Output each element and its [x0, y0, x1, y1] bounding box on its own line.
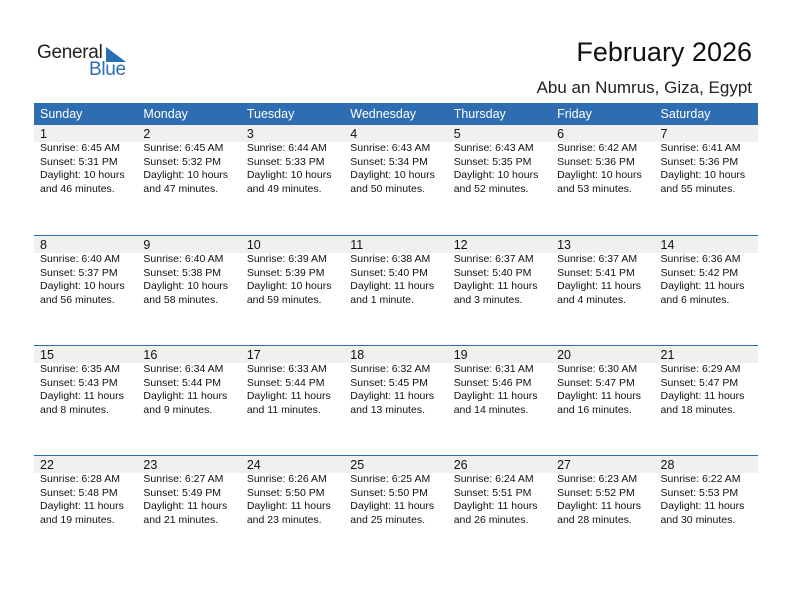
daylight-minutes-text: and 18 minutes. — [660, 403, 736, 416]
day-cell — [344, 142, 447, 196]
day-cell — [448, 142, 551, 196]
day-cell — [241, 363, 344, 417]
day-cell — [137, 363, 240, 417]
daylight-text: Daylight: 11 hours — [143, 500, 228, 512]
daylight-text: Daylight: 10 hours — [660, 169, 746, 181]
sunrise-text: Sunrise: 6:27 AM — [143, 473, 224, 485]
sunset-text: Sunset: 5:36 PM — [557, 155, 635, 168]
daylight-text: Daylight: 11 hours — [350, 280, 435, 292]
daylight-text: Daylight: 11 hours — [557, 280, 641, 292]
day-cell — [655, 142, 758, 196]
daylight-text: Daylight: 10 hours — [40, 280, 125, 292]
daylight-minutes-text: and 11 minutes. — [246, 403, 321, 416]
day-info-row — [34, 363, 758, 417]
day-number-row — [34, 346, 758, 363]
daylight-text: Daylight: 11 hours — [246, 390, 331, 402]
sunset-text: Sunset: 5:31 PM — [40, 155, 118, 168]
day-number: 12 — [453, 238, 468, 252]
day-cell — [551, 363, 654, 417]
daylight-minutes-text: and 28 minutes. — [557, 513, 632, 526]
day-cell — [551, 473, 654, 527]
sunrise-text: Sunrise: 6:37 AM — [557, 253, 638, 265]
weekday-header-row — [34, 103, 758, 125]
day-cell — [34, 363, 137, 417]
sunrise-text: Sunrise: 6:25 AM — [350, 473, 431, 485]
daylight-text: Daylight: 11 hours — [660, 280, 745, 292]
weekday-sunday: Sunday — [40, 107, 83, 121]
sunrise-text: Sunrise: 6:22 AM — [660, 473, 741, 485]
daylight-minutes-text: and 8 minutes. — [40, 403, 109, 416]
daylight-text: Daylight: 11 hours — [557, 390, 641, 402]
sunset-text: Sunset: 5:37 PM — [40, 266, 118, 279]
daylight-minutes-text: and 50 minutes. — [350, 182, 425, 195]
day-cell — [448, 363, 551, 417]
daylight-minutes-text: and 53 minutes. — [557, 182, 632, 195]
day-cell — [241, 253, 344, 307]
daylight-minutes-text: and 46 minutes. — [40, 182, 115, 195]
sunrise-text: Sunrise: 6:37 AM — [453, 253, 534, 265]
day-number: 2 — [143, 127, 151, 141]
daylight-text: Daylight: 10 hours — [557, 169, 642, 181]
calendar-grid — [34, 103, 758, 565]
sunset-text: Sunset: 5:45 PM — [350, 376, 428, 389]
sunset-text: Sunset: 5:52 PM — [557, 486, 635, 499]
day-cell — [551, 253, 654, 307]
day-cell — [655, 363, 758, 417]
day-number: 9 — [143, 238, 151, 252]
sunset-text: Sunset: 5:50 PM — [350, 486, 428, 499]
weekday-wednesday: Wednesday — [350, 107, 417, 121]
daylight-text: Daylight: 10 hours — [143, 169, 229, 181]
weekday-tuesday: Tuesday — [246, 107, 295, 121]
day-cell — [655, 253, 758, 307]
weekday-friday: Friday — [557, 107, 592, 121]
sunset-text: Sunset: 5:40 PM — [453, 266, 532, 279]
daylight-minutes-text: and 3 minutes. — [453, 293, 523, 306]
day-cell — [137, 142, 240, 196]
daylight-text: Daylight: 11 hours — [143, 390, 228, 402]
day-cell — [137, 473, 240, 527]
day-cell — [344, 253, 447, 307]
sunset-text: Sunset: 5:41 PM — [557, 266, 635, 279]
daylight-text: Daylight: 11 hours — [557, 500, 641, 512]
sunrise-text: Sunrise: 6:41 AM — [660, 142, 741, 154]
day-cell — [241, 142, 344, 196]
daylight-minutes-text: and 23 minutes. — [246, 513, 322, 526]
sunrise-text: Sunrise: 6:24 AM — [453, 473, 534, 485]
sunset-text: Sunset: 5:40 PM — [350, 266, 428, 279]
sunset-text: Sunset: 5:35 PM — [453, 155, 532, 168]
sunrise-text: Sunrise: 6:42 AM — [557, 142, 638, 154]
weekday-thursday: Thursday — [453, 107, 506, 121]
daylight-minutes-text: and 6 minutes. — [660, 293, 730, 306]
sunset-text: Sunset: 5:36 PM — [660, 155, 739, 168]
day-cell — [655, 473, 758, 527]
sunset-text: Sunset: 5:51 PM — [453, 486, 532, 499]
day-number: 8 — [40, 238, 47, 252]
daylight-minutes-text: and 47 minutes. — [143, 182, 219, 195]
day-number: 17 — [246, 348, 261, 362]
day-number: 11 — [350, 238, 364, 252]
sunrise-text: Sunrise: 6:26 AM — [246, 473, 327, 485]
logo-text-general: General — [37, 42, 103, 63]
week-row — [34, 345, 758, 455]
day-number: 6 — [557, 127, 565, 141]
day-number: 1 — [40, 127, 47, 141]
day-number: 10 — [246, 238, 261, 252]
day-info-row — [34, 253, 758, 307]
week-row — [34, 455, 758, 565]
day-number: 18 — [350, 348, 365, 362]
day-cell — [34, 253, 137, 307]
sunset-text: Sunset: 5:44 PM — [143, 376, 222, 389]
day-cell — [448, 253, 551, 307]
daylight-minutes-text: and 16 minutes. — [557, 403, 632, 416]
logo — [37, 42, 137, 82]
sunrise-text: Sunrise: 6:43 AM — [453, 142, 534, 154]
sunset-text: Sunset: 5:53 PM — [660, 486, 739, 499]
daylight-minutes-text: and 49 minutes. — [246, 182, 322, 195]
daylight-text: Daylight: 11 hours — [350, 390, 435, 402]
sunset-text: Sunset: 5:44 PM — [246, 376, 325, 389]
day-number: 4 — [350, 127, 358, 141]
day-info-row — [34, 473, 758, 527]
daylight-minutes-text: and 1 minute. — [350, 293, 414, 306]
sunset-text: Sunset: 5:49 PM — [143, 486, 222, 499]
daylight-text: Daylight: 10 hours — [40, 169, 125, 181]
daylight-minutes-text: and 52 minutes. — [453, 182, 529, 195]
daylight-text: Daylight: 11 hours — [40, 390, 124, 402]
day-cell — [448, 473, 551, 527]
location-subtitle: Abu an Numrus, Giza, Egypt — [536, 78, 752, 97]
day-number: 26 — [453, 458, 468, 472]
daylight-text: Daylight: 11 hours — [660, 500, 745, 512]
sunset-text: Sunset: 5:39 PM — [246, 266, 325, 279]
daylight-text: Daylight: 11 hours — [40, 500, 124, 512]
sunrise-text: Sunrise: 6:44 AM — [246, 142, 327, 154]
day-cell — [551, 142, 654, 196]
day-cell — [344, 363, 447, 417]
day-number: 3 — [246, 127, 254, 141]
day-cell — [344, 473, 447, 527]
daylight-text: Daylight: 11 hours — [453, 280, 538, 292]
sunrise-text: Sunrise: 6:33 AM — [246, 363, 327, 375]
day-number: 28 — [660, 458, 675, 472]
day-cell — [34, 473, 137, 527]
sunset-text: Sunset: 5:43 PM — [40, 376, 118, 389]
sunset-text: Sunset: 5:38 PM — [143, 266, 222, 279]
sunrise-text: Sunrise: 6:40 AM — [143, 253, 224, 265]
day-cell — [137, 253, 240, 307]
weekday-saturday: Saturday — [660, 107, 711, 121]
daylight-minutes-text: and 21 minutes. — [143, 513, 219, 526]
sunrise-text: Sunrise: 6:38 AM — [350, 253, 431, 265]
sunrise-text: Sunrise: 6:43 AM — [350, 142, 431, 154]
day-number: 14 — [660, 238, 675, 252]
day-number: 13 — [557, 238, 572, 252]
day-cell — [34, 142, 137, 196]
sunrise-text: Sunrise: 6:32 AM — [350, 363, 431, 375]
daylight-minutes-text: and 13 minutes. — [350, 403, 425, 416]
daylight-text: Daylight: 11 hours — [660, 390, 745, 402]
logo-text-blue: Blue — [89, 59, 126, 80]
daylight-text: Daylight: 10 hours — [246, 280, 332, 292]
daylight-minutes-text: and 30 minutes. — [660, 513, 736, 526]
page-title: February 2026 — [576, 37, 752, 67]
daylight-minutes-text: and 26 minutes. — [453, 513, 529, 526]
sunrise-text: Sunrise: 6:45 AM — [40, 142, 120, 154]
daylight-minutes-text: and 55 minutes. — [660, 182, 736, 195]
day-number: 16 — [143, 348, 158, 362]
day-number: 21 — [660, 348, 675, 362]
sunset-text: Sunset: 5:50 PM — [246, 486, 325, 499]
daylight-text: Daylight: 10 hours — [143, 280, 229, 292]
sunrise-text: Sunrise: 6:31 AM — [453, 363, 534, 375]
sunset-text: Sunset: 5:48 PM — [40, 486, 118, 499]
weekday-monday: Monday — [143, 107, 188, 121]
sunrise-text: Sunrise: 6:30 AM — [557, 363, 638, 375]
daylight-minutes-text: and 56 minutes. — [40, 293, 115, 306]
sunset-text: Sunset: 5:47 PM — [557, 376, 635, 389]
day-number: 20 — [557, 348, 572, 362]
sunrise-text: Sunrise: 6:45 AM — [143, 142, 224, 154]
day-number: 27 — [557, 458, 572, 472]
daylight-minutes-text: and 58 minutes. — [143, 293, 219, 306]
day-cell — [241, 473, 344, 527]
week-row — [34, 235, 758, 345]
sunset-text: Sunset: 5:34 PM — [350, 155, 428, 168]
sunrise-text: Sunrise: 6:40 AM — [40, 253, 120, 265]
day-number: 7 — [660, 127, 668, 141]
sunrise-text: Sunrise: 6:35 AM — [40, 363, 120, 375]
daylight-text: Daylight: 10 hours — [246, 169, 332, 181]
daylight-text: Daylight: 11 hours — [350, 500, 435, 512]
daylight-minutes-text: and 19 minutes. — [40, 513, 115, 526]
daylight-minutes-text: and 9 minutes. — [143, 403, 213, 416]
sunrise-text: Sunrise: 6:23 AM — [557, 473, 638, 485]
sunrise-text: Sunrise: 6:28 AM — [40, 473, 120, 485]
week-row — [34, 125, 758, 235]
day-number-row — [34, 456, 758, 473]
sunset-text: Sunset: 5:33 PM — [246, 155, 325, 168]
daylight-text: Daylight: 10 hours — [453, 169, 539, 181]
sunrise-text: Sunrise: 6:39 AM — [246, 253, 327, 265]
sunset-text: Sunset: 5:42 PM — [660, 266, 739, 279]
day-info-row — [34, 142, 758, 196]
sunrise-text: Sunrise: 6:36 AM — [660, 253, 741, 265]
day-number: 23 — [143, 458, 158, 472]
daylight-minutes-text: and 25 minutes. — [350, 513, 425, 526]
daylight-minutes-text: and 59 minutes. — [246, 293, 322, 306]
daylight-minutes-text: and 14 minutes. — [453, 403, 529, 416]
daylight-text: Daylight: 11 hours — [453, 390, 538, 402]
day-number: 15 — [40, 348, 54, 362]
daylight-text: Daylight: 11 hours — [453, 500, 538, 512]
day-number-row — [34, 236, 758, 253]
day-number: 22 — [40, 458, 54, 472]
day-number: 5 — [453, 127, 461, 141]
sunrise-text: Sunrise: 6:34 AM — [143, 363, 224, 375]
day-number: 25 — [350, 458, 365, 472]
sunset-text: Sunset: 5:47 PM — [660, 376, 739, 389]
sunset-text: Sunset: 5:32 PM — [143, 155, 222, 168]
day-number-row — [34, 125, 758, 142]
day-number: 19 — [453, 348, 468, 362]
daylight-minutes-text: and 4 minutes. — [557, 293, 626, 306]
day-number: 24 — [246, 458, 261, 472]
sunrise-text: Sunrise: 6:29 AM — [660, 363, 741, 375]
daylight-text: Daylight: 10 hours — [350, 169, 435, 181]
sunset-text: Sunset: 5:46 PM — [453, 376, 532, 389]
daylight-text: Daylight: 11 hours — [246, 500, 331, 512]
